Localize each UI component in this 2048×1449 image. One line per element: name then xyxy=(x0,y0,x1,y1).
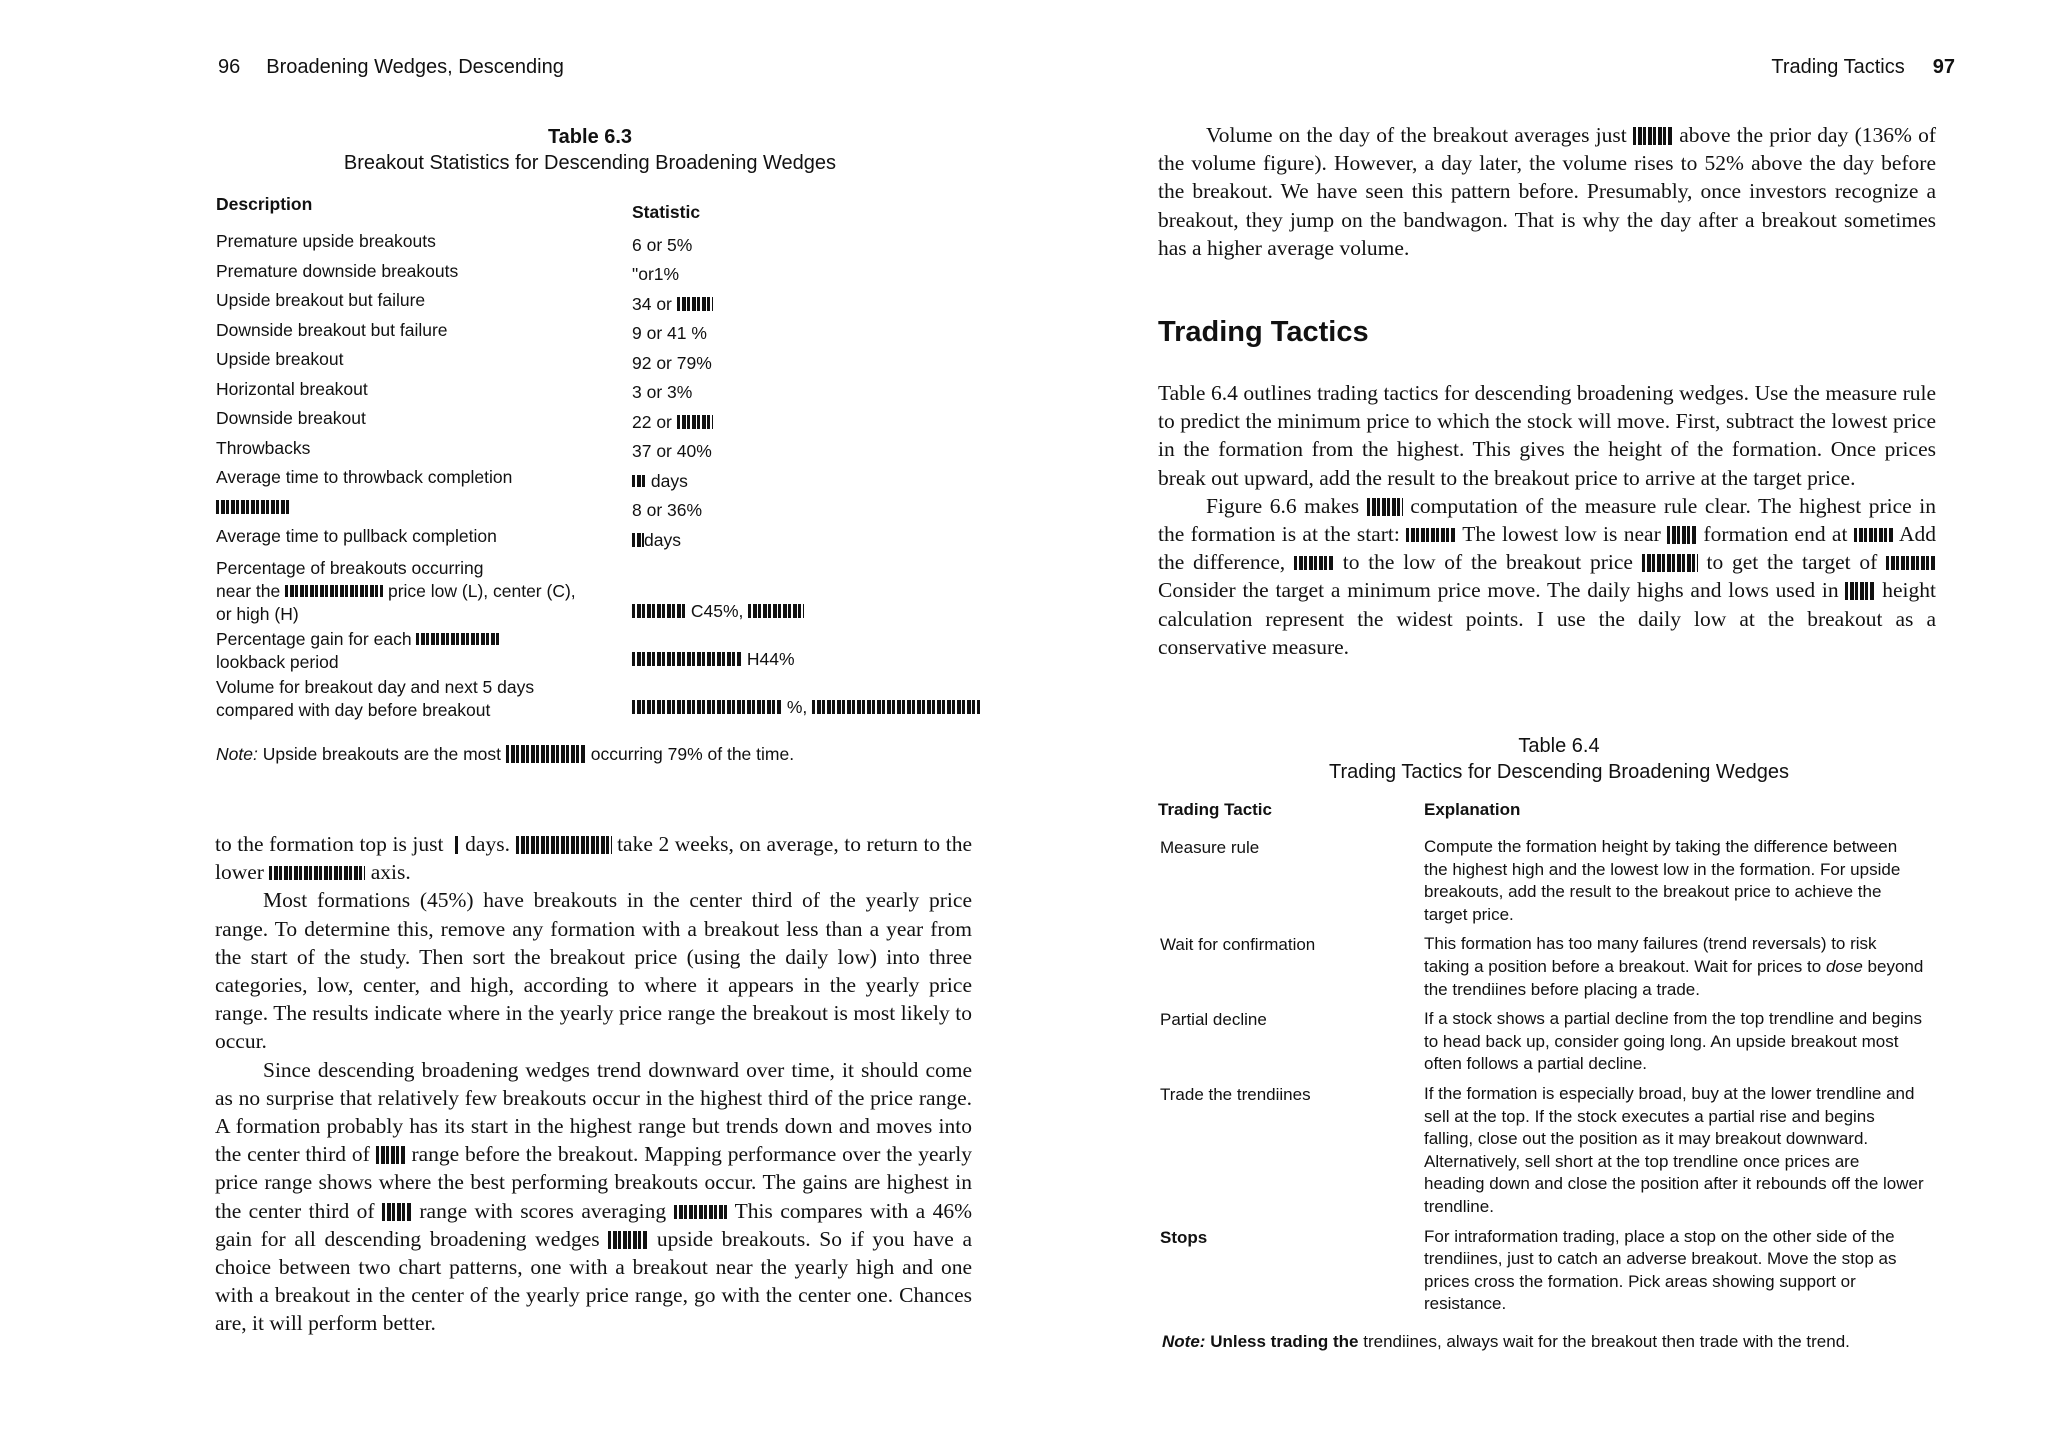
row-statistic xyxy=(632,649,795,670)
row-description: Average time to throwback completion xyxy=(216,467,513,487)
text-run: axis. xyxy=(370,860,411,885)
text-run: range before the breakout. Mapping performance over the yearly price range shows where the best performing breakouts occur. The gains are highest in the center third of xyxy=(215,1142,973,1223)
text-run: Volume on the day of the breakout averages just xyxy=(1206,123,1627,147)
right-running-header xyxy=(1771,56,1955,79)
table-6-4 xyxy=(1158,800,1938,1323)
right-page xyxy=(1024,0,2048,1449)
table-6-3-title: Breakout Statistics for Descending Broadening Wedges xyxy=(343,152,837,174)
text-run: The lowest low is near xyxy=(1462,522,1661,547)
text-run: Add the difference, xyxy=(1158,522,1936,575)
row-statistic-text: days xyxy=(644,529,681,550)
table-row xyxy=(216,319,1006,349)
row-description: Premature downside breakouts xyxy=(216,260,459,281)
row-statistic-text: 22 or xyxy=(632,411,672,432)
note-text: trendiines, always wait for the breakout then trade with the trend. xyxy=(1363,1332,1850,1351)
illegible-glyph xyxy=(632,700,782,714)
row-description xyxy=(216,626,616,674)
left-page-number: 96 xyxy=(218,56,241,78)
text-run: take 2 weeks, on average, to return to the lower xyxy=(215,832,972,885)
row-description-line: Volume for breakout day and next 5 days xyxy=(216,676,535,697)
table-6-3-note xyxy=(216,744,794,765)
row-description: Average time to pullback completion xyxy=(216,526,497,546)
col-statistic-header: Statistic xyxy=(632,202,701,222)
row-description: Throwbacks xyxy=(216,437,311,458)
table-row xyxy=(216,626,1006,674)
text-run: dose xyxy=(1825,956,1863,976)
col-explanation-header: Explanation xyxy=(1424,800,1521,819)
row-explanation xyxy=(1424,933,1924,1001)
row-statistic xyxy=(632,601,804,622)
row-explanation: For intraformation trading, place a stop on the other side of the trendiines, just to catch an adverse breakout. Move the stop as prices cross the formation. Pick areas showing support or resistance. xyxy=(1424,1226,1897,1314)
table-row xyxy=(216,230,1006,260)
col-tactic-header: Trading Tactic xyxy=(1158,800,1272,819)
row-tactic: Trade the trendiines xyxy=(1160,1084,1311,1104)
row-statistic: 9 or 41 % xyxy=(632,323,707,343)
text-run: to the low of the breakout price xyxy=(1342,550,1633,575)
paragraph: Most formations (45%) have breakouts in the center third of the yearly price range. To determine this, remove any formation with a breakout less than a year from the start of the study. Then sort the breakout price (using the daily low) into three categories, low, center, and high, according to where it appears in the yearly price range. The results indicate where in the yearly price range the breakout is most likely to occur. xyxy=(215,888,972,1054)
table-header-row xyxy=(1158,800,1938,836)
table-header-row xyxy=(216,190,1006,230)
note-text: occurring 79% of the time. xyxy=(590,744,795,764)
table-row xyxy=(216,496,1006,526)
text-run: to get the target of xyxy=(1706,550,1878,575)
row-statistic-text: C45%, xyxy=(690,600,744,621)
illegible-glyph xyxy=(416,633,500,645)
row-tactic: Wait for confirmation xyxy=(1160,935,1316,955)
text-run: to the formation top is just xyxy=(215,832,444,856)
left-running-header xyxy=(218,56,564,79)
text-run: This compares with a 46% gain for all descending broadening wedges xyxy=(215,1198,973,1251)
table-row xyxy=(216,289,1006,319)
table-row xyxy=(216,466,1006,496)
row-statistic-text: 34 or xyxy=(632,293,672,314)
text-run: height calculation represent the widest points. I use the daily low at the breakout as a conservative measure. xyxy=(1158,578,1937,659)
note-text: Unless trading the xyxy=(1210,1332,1359,1351)
illegible-glyph xyxy=(285,585,383,597)
row-description: Downside breakout xyxy=(216,408,366,428)
illegible-glyph xyxy=(1667,526,1697,544)
row-description xyxy=(216,555,616,626)
col-description-header: Description xyxy=(216,194,313,214)
illegible-glyph xyxy=(677,297,713,311)
illegible-glyph xyxy=(216,500,290,514)
table-row xyxy=(216,437,1006,467)
row-statistic xyxy=(632,294,713,315)
row-description-line: price low (L), center (C), xyxy=(387,580,576,601)
illegible-glyph xyxy=(632,604,686,618)
row-description-line: or high (H) xyxy=(216,603,299,624)
table-row xyxy=(216,260,1006,290)
table-6-3-caption xyxy=(300,124,880,176)
illegible-glyph xyxy=(748,604,804,618)
illegible-glyph xyxy=(632,652,742,666)
illegible-glyph xyxy=(1294,556,1334,570)
paragraph xyxy=(1158,492,1936,661)
table-row xyxy=(216,348,1006,378)
row-statistic xyxy=(632,471,688,492)
row-description: Upside breakout xyxy=(216,349,344,369)
illegible-glyph xyxy=(632,533,644,547)
text-run: formation end at xyxy=(1703,522,1848,547)
right-running-title: Trading Tactics xyxy=(1771,56,1905,78)
right-intro-text xyxy=(1158,121,1936,262)
row-description xyxy=(216,674,616,722)
trading-tactics-text xyxy=(1158,379,1936,661)
text-run: above the prior day (136% of the volume figure). However, a day later, the volume rises to 52% above the day before the breakout. We have seen this pattern before. Presumably, once investors recognize a breakout, they jump on the bandwagon. That is why the day after a breakout sometimes has a higher average volume. xyxy=(1158,123,1937,260)
left-body-text xyxy=(215,830,972,1338)
row-statistic-text: %, xyxy=(786,696,808,717)
row-description-line: Percentage of breakouts occurring xyxy=(216,557,484,578)
text-run: beyond the trendiines before placing a trade. xyxy=(1424,956,1924,999)
text-run: Consider the target a minimum price move. The daily highs and lows used in xyxy=(1158,578,1839,603)
row-description-line: compared with day before breakout xyxy=(216,699,491,720)
table-row xyxy=(216,674,1006,722)
illegible-glyph xyxy=(1642,554,1698,572)
table-row xyxy=(216,378,1006,408)
row-statistic-text: days xyxy=(650,470,688,491)
paragraph xyxy=(215,830,972,886)
text-run: Figure 6.6 makes xyxy=(1206,493,1360,518)
note-text: Upside breakouts are the most xyxy=(262,744,502,764)
table-row xyxy=(1158,933,1938,1001)
row-description-line: lookback period xyxy=(216,651,339,672)
illegible-glyph xyxy=(506,745,586,763)
row-explanation: If a stock shows a partial decline from the top trendline and begins to head back up, consider going long. An upside breakout most often follows a partial decline. xyxy=(1424,1009,1923,1074)
illegible-glyph xyxy=(812,700,980,714)
row-tactic: Measure rule xyxy=(1160,838,1260,857)
table-row xyxy=(216,525,1006,555)
row-description-line: Percentage gain for each xyxy=(216,628,412,649)
illegible-glyph xyxy=(516,836,612,854)
paragraph: Table 6.4 outlines trading tactics for descending broadening wedges. Use the measure rule to predict the minimum price to which the stock will move. First, subtract the lowest price in the formation from the highest. This gives the height of the formation. Once prices break out upward, add the result to the breakout price to arrive at the target price. xyxy=(1158,381,1936,490)
row-description xyxy=(216,496,616,519)
table-6-4-number: Table 6.4 xyxy=(1518,735,1600,757)
row-explanation: If the formation is especially broad, buy at the lower trendline and sell at the top. If the stock executes a partial rise and begins falling, close out the position as it may breakout downward. Alternatively, sell short at the top trendline once prices are heading down and close the position after it rebounds off the lower trendline. xyxy=(1424,1083,1924,1216)
illegible-glyph xyxy=(1406,528,1456,542)
row-explanation: Compute the formation height by taking the difference between the highest high and the lowest low in the formation. For upside breakouts, add the result to the breakout price to achieve the target price. xyxy=(1424,837,1901,924)
text-run: range with scores averaging xyxy=(419,1198,667,1223)
row-description-line: near the xyxy=(216,580,281,601)
paragraph xyxy=(215,1056,972,1338)
table-row xyxy=(216,407,1006,437)
table-row xyxy=(1158,1008,1938,1076)
text-run: computation of the measure rule clear. The highest price in the formation is at the start: xyxy=(1158,493,1937,547)
row-description: Horizontal breakout xyxy=(216,378,368,399)
row-statistic xyxy=(632,697,980,718)
row-tactic: Partial decline xyxy=(1160,1010,1267,1030)
row-statistic: 37 or 40% xyxy=(632,441,712,461)
row-description: Downside breakout but failure xyxy=(216,319,448,340)
illegible-glyph xyxy=(269,866,365,880)
text-run: upside breakouts. So if you have a choice between two chart patterns, one with a breakout near the yearly high and one with a breakout in the center of the yearly price range, go with the center one. Chances are, it will perform better. xyxy=(215,1226,973,1336)
row-statistic: 6 or 5% xyxy=(632,234,693,255)
illegible-glyph xyxy=(1633,127,1673,145)
illegible-glyph xyxy=(1886,556,1936,570)
row-statistic: "or1% xyxy=(632,264,680,284)
note-label: Note: xyxy=(216,744,258,764)
illegible-glyph xyxy=(1854,528,1894,542)
illegible-glyph xyxy=(1367,498,1403,516)
row-description: Premature upside breakouts xyxy=(216,231,436,251)
illegible-glyph xyxy=(376,1146,406,1164)
table-6-4-caption xyxy=(1269,733,1849,785)
illegible-glyph xyxy=(382,1203,412,1221)
illegible-glyph xyxy=(608,1231,648,1249)
row-tactic: Stops xyxy=(1160,1227,1208,1247)
note-label: Note: xyxy=(1162,1332,1206,1351)
table-row xyxy=(1158,1226,1938,1316)
row-statistic xyxy=(632,412,713,433)
illegible-glyph xyxy=(632,475,646,487)
section-heading: Trading Tactics xyxy=(1158,316,1369,348)
right-page-number: 97 xyxy=(1932,56,1955,78)
table-6-4-note xyxy=(1162,1332,1850,1352)
row-statistic-text: H44% xyxy=(746,648,795,669)
paragraph xyxy=(1158,121,1936,262)
row-statistic xyxy=(632,530,681,551)
table-6-3 xyxy=(216,190,1006,722)
illegible-glyph xyxy=(677,415,713,429)
text-run: days. xyxy=(465,832,510,856)
table-row xyxy=(1158,1083,1938,1219)
text-run: Since descending broadening wedges trend downward over time, it should come as no surprise that relatively few breakouts occur in the highest third of the price range. A formation probably has its start in the highest range but trends down and moves into the center third of xyxy=(215,1057,972,1167)
text-run: This formation has too many failures (trend reversals) to risk taking a position before a breakout. Wait for prices to xyxy=(1424,934,1877,976)
table-6-4-title: Trading Tactics for Descending Broadening Wedges xyxy=(1329,761,1789,783)
row-description: Upside breakout but failure xyxy=(216,290,426,310)
illegible-glyph xyxy=(674,1205,728,1219)
row-statistic: 3 or 3% xyxy=(632,382,693,402)
table-row xyxy=(216,555,1006,626)
row-statistic: 92 or 79% xyxy=(632,352,712,373)
row-statistic: 8 or 36% xyxy=(632,500,703,520)
left-running-title: Broadening Wedges, Descending xyxy=(266,56,564,78)
table-row xyxy=(1158,836,1938,926)
illegible-glyph xyxy=(455,836,460,854)
table-6-3-number: Table 6.3 xyxy=(547,126,633,148)
illegible-glyph xyxy=(1845,582,1875,600)
